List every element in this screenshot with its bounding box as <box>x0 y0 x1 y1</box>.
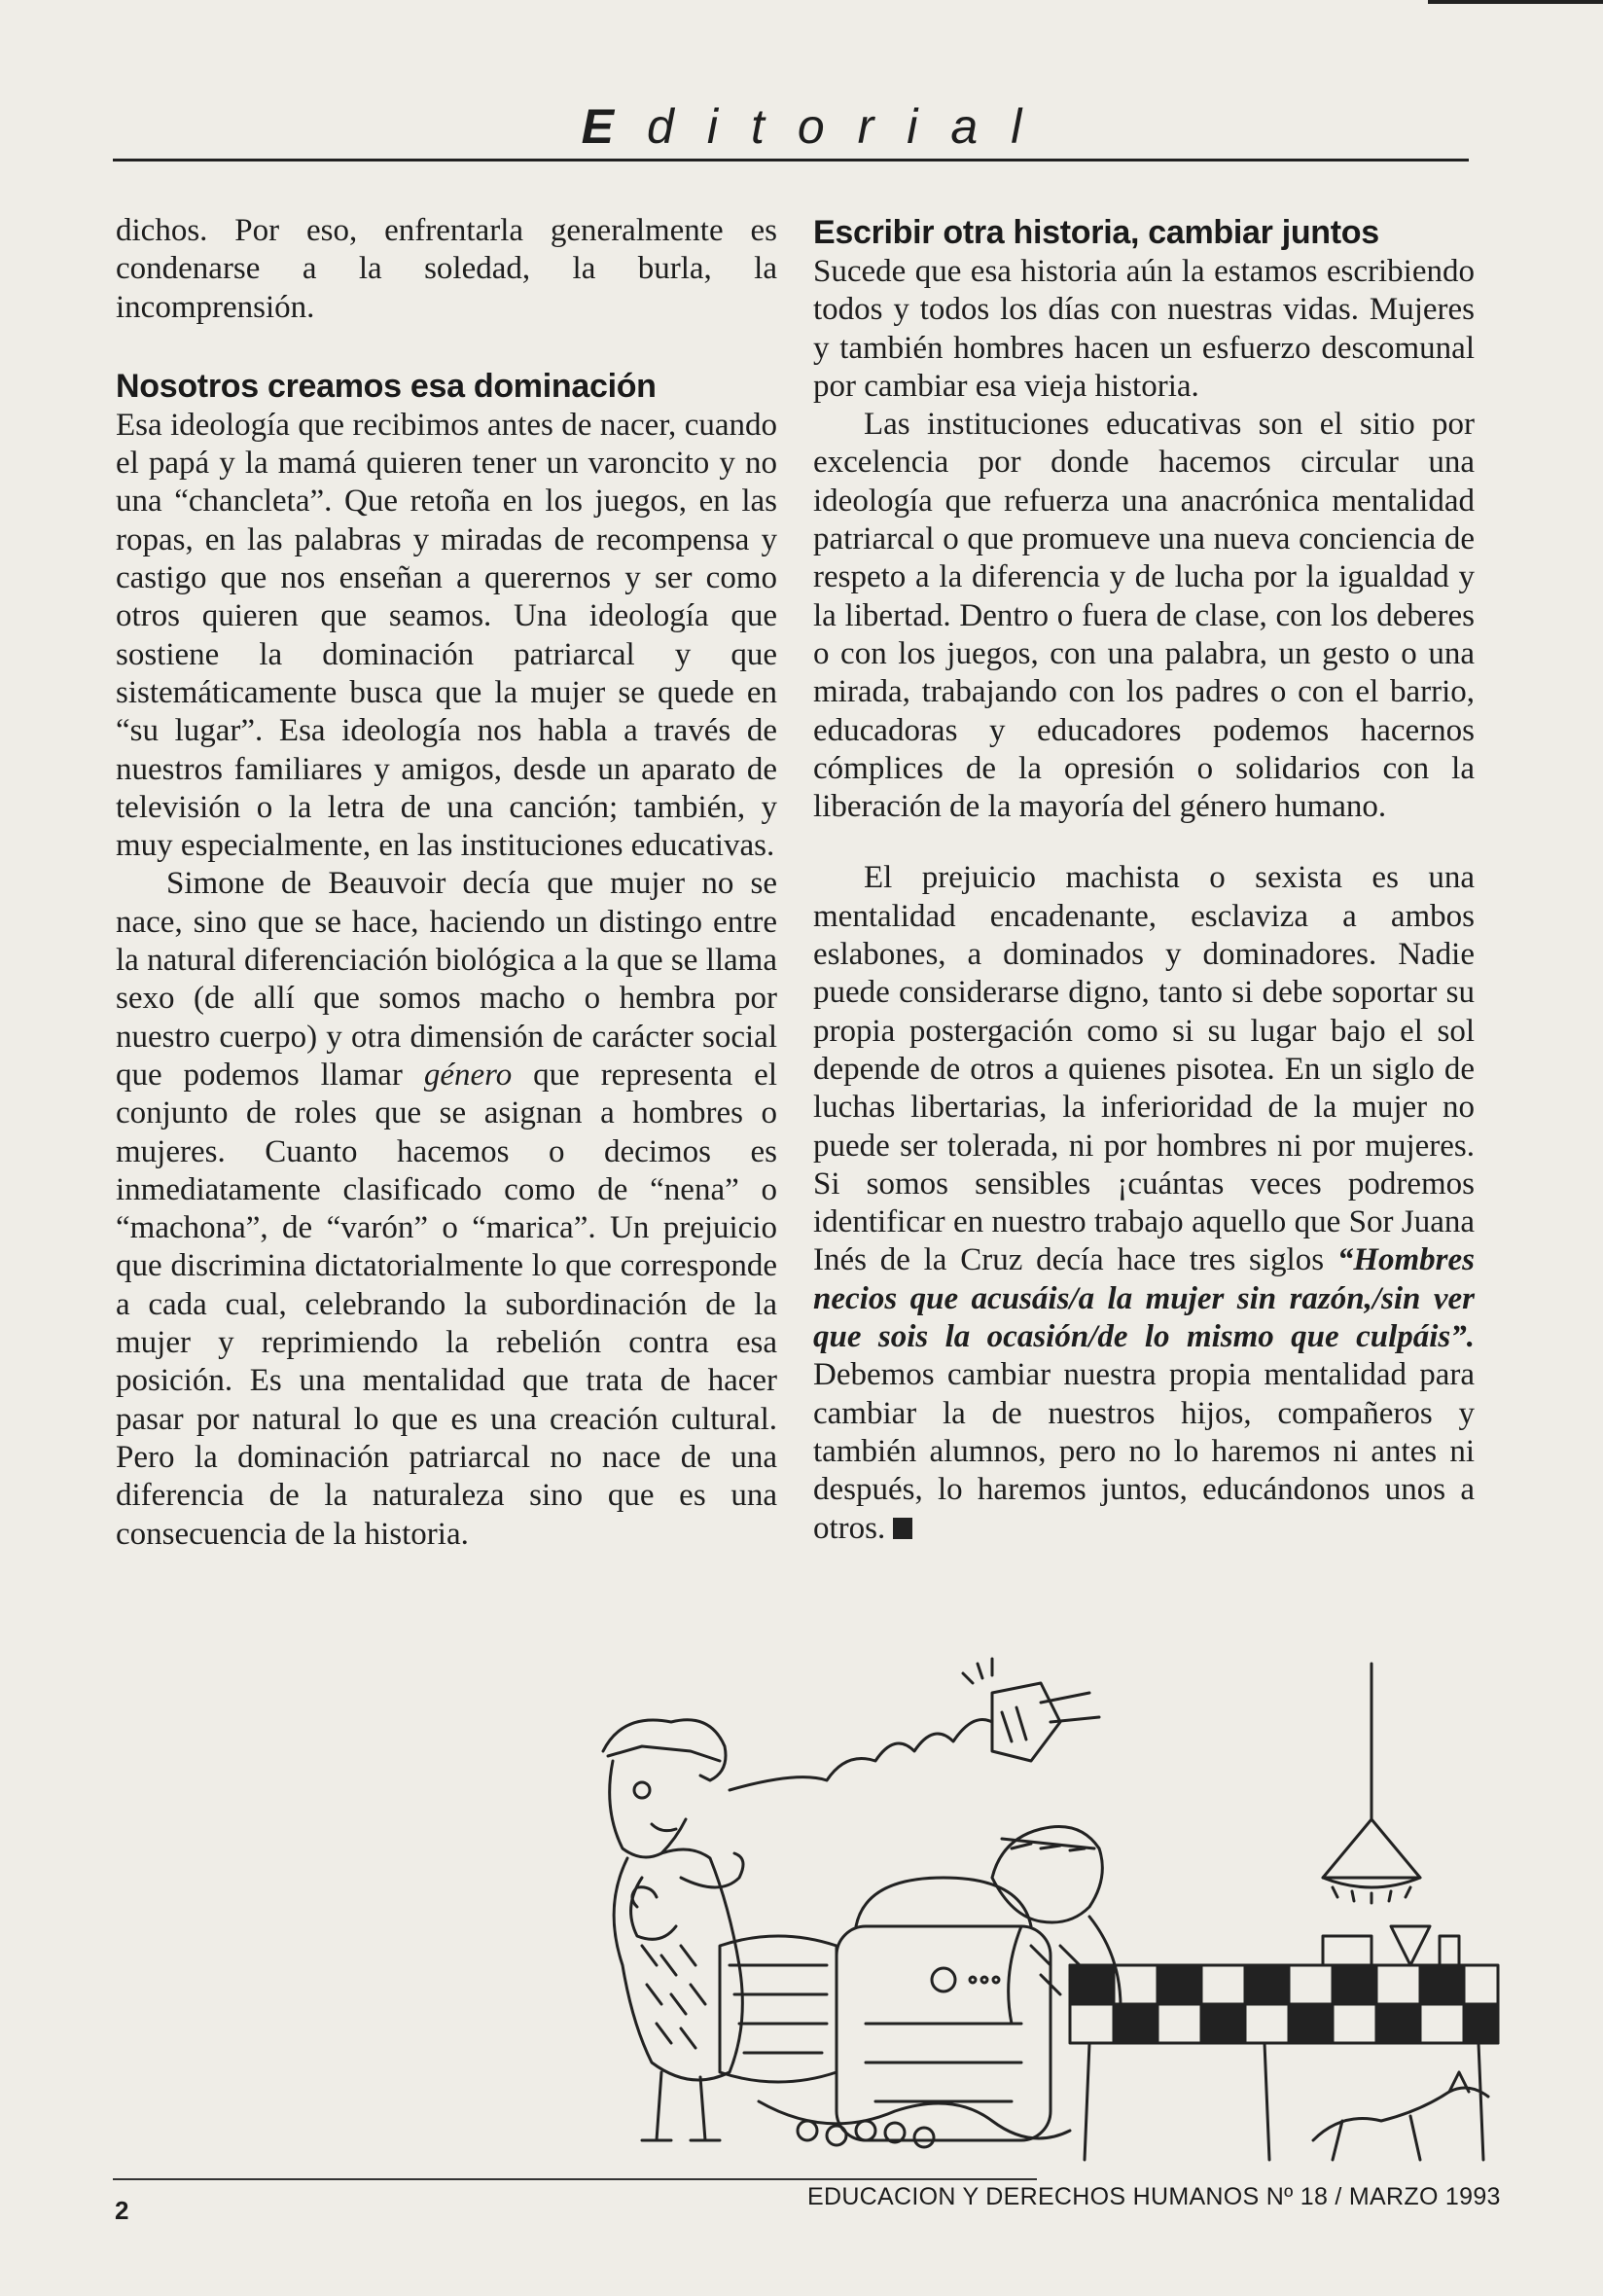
top-edge-mark <box>1428 0 1603 4</box>
left-column <box>116 212 777 1554</box>
quote: “Hombres necios que acusáis/a la mujer sin razón,/sin ver que sois la ocasión/de lo mismo que culpáis”. <box>813 1242 1475 1355</box>
paragraph: Las instituciones educativas son el sitio por excelencia por donde hacemos circular una ideología que refuerza una anacrónica mentalidad patriarcal o que promueve una nueva conciencia de respeto a la diferencia y de lucha por la igualdad y la libertad. Dentro o fuera de clase, con los deberes o con los juegos, con una palabra, un gesto o una mirada, trabajando con los padres o con el barrio, educadoras y educadores podemos hacernos cómplices de la opresión o solidarios con la liberación de la mayoría del género humano. <box>813 407 1475 825</box>
right-column <box>813 212 1475 1548</box>
paragraph: dichos. Por eso, enfrentarla generalmente es condenarse a la soledad, la burla, la incomprensión. <box>116 213 777 325</box>
paragraph: Esa ideología que recibimos antes de nacer, cuando el papá y la mamá quieren tener un varoncito y no una “chancleta”. Que retoña en los juegos, en las ropas, en las palabras y miradas de recompensa y castigo que nos enseñan a querernos y ser como otros quieren que seamos. Una ideología que sostiene la dominación patriarcal y que sistemáticamente busca que la mujer se quede en “su lugar”. Esa ideología nos habla a través de nuestros familiares y amigos, desde un aparato de televisión o la letra de una canción; también, y muy especialmente, en las instituciones educativas. <box>116 407 777 864</box>
paragraph: Simone de Beauvoir decía que mujer no se nace, sino que se hace, haciendo un distingo entre la natural diferenciación biológica a la que se llama sexo (de allí que somos macho o hembra por nuestro cuerpo) y otra dimensión de carácter social que podemos llamar género que representa el conjunto de roles que se asignan a hombres o mujeres. Cuanto hacemos o decimos es inmediatamente clasificado como de “nena” o “machona”, de “varón” o “marica”. Un prejuicio que discrimina dictatorialmente lo que corresponde a cada cual, celebrando la subordinación de la mujer y reprimiendo la rebelión contra esa posición. Es una mentalidad que trata de hacer pasar por natural lo que es una creación cultural. Pero la dominación patriarcal no nace de una diferencia de la naturaleza sino que es una consecuencia de la historia. <box>116 866 777 1552</box>
subheading: Escribir otra historia, cambiar juntos <box>813 214 1379 251</box>
emphasis-term: género <box>423 1057 513 1093</box>
paragraph: El prejuicio machista o sexista es una mentalidad encadenante, esclaviza a ambos eslabones, a dominados y dominadores. Nadie puede considerarse digno, tanto si debe soportar su propia postergación como si su lugar bajo el sol depende de otros a quienes pisotea. En un siglo de luchas libertarias, la inferioridad de la mujer no puede ser tolerada, ni por hombres ni por mujeres. Si somos sensibles ¡cuántas veces podremos identificar en nuestro trabajo aquello que Sor Juana Inés de la Cruz decía hace tres siglos “Hombres necios que acusáis/a la mujer sin razón,/sin ver que sois la ocasión/de lo mismo que culpáis”. Debemos cambiar nuestra propia mentalidad para cambiar la de nuestros hijos, compañeros y también alumnos, pero no lo haremos ni antes ni después, lo haremos juntos, educándonos unos a otros. <box>813 860 1475 1546</box>
paragraph: Sucede que esa historia aún la estamos escribiendo todos y todos los días con nuestras vidas. Mujeres y también hombres hacen un esfuerzo descomunal por cambiar esa vieja historia. <box>813 254 1475 404</box>
section-title-initial: E <box>581 99 648 154</box>
subheading: Nosotros creamos esa dominación <box>116 367 657 405</box>
header-rule <box>113 159 1469 161</box>
section-title-rest: ditorial <box>647 99 1055 154</box>
footer-rule <box>113 2178 1037 2180</box>
page-number: 2 <box>115 2196 129 2225</box>
section-title <box>0 97 1603 156</box>
cartoon-kitchen-illustration <box>584 1654 1508 2179</box>
end-of-article-icon <box>893 1518 912 1539</box>
publication-footer: EDUCACION Y DERECHOS HUMANOS Nº 18 / MARZO 1993 <box>807 2183 1501 2210</box>
